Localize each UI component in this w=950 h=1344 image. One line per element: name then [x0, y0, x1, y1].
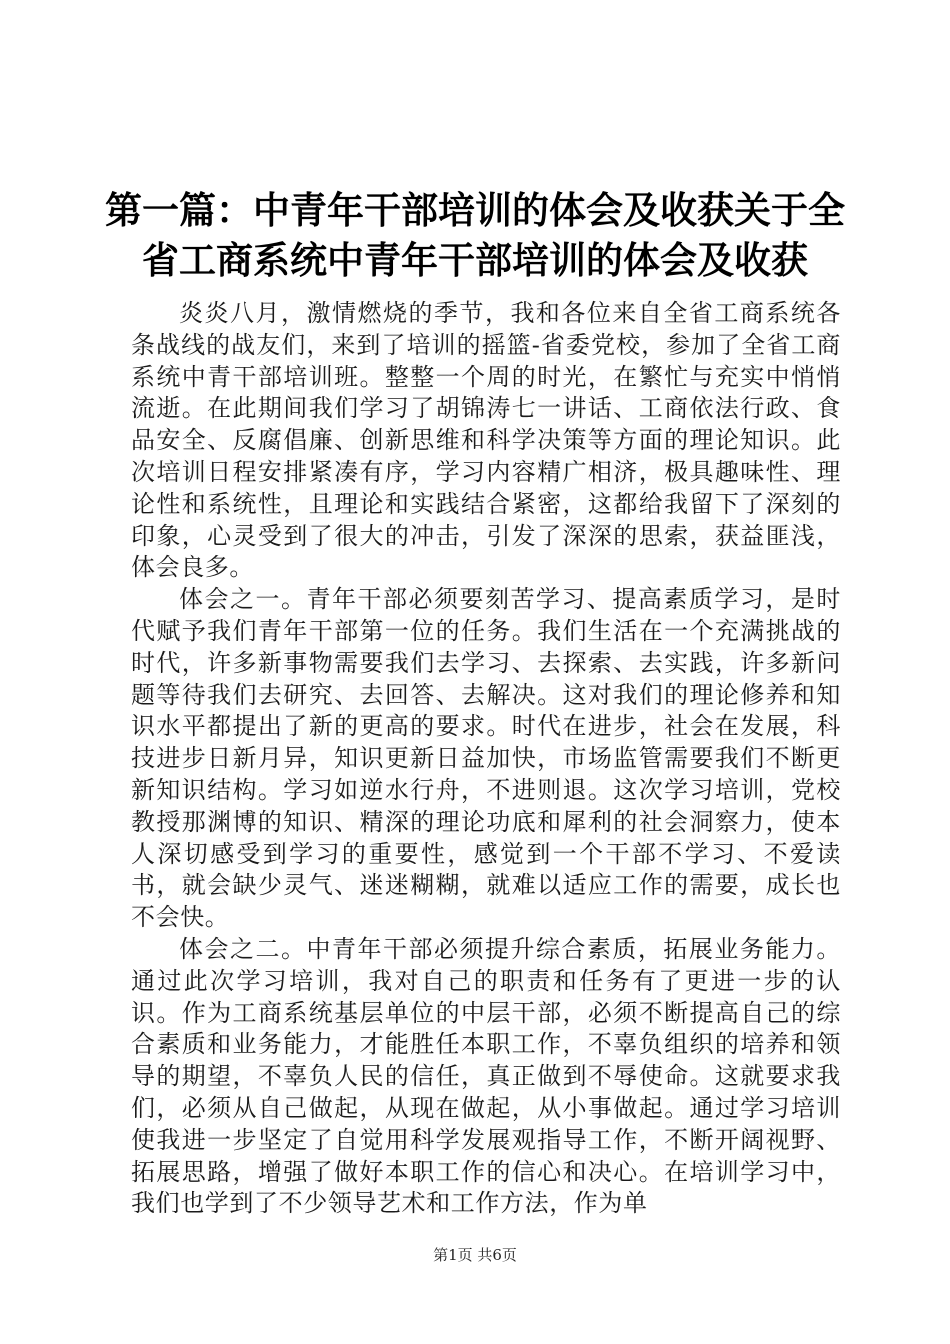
page-footer: 第1页 共6页	[433, 1246, 517, 1264]
paragraph-intro: 炎炎八月，激情燃烧的季节，我和各位来自全省工商系统各条战线的战友们，来到了培训的摇篮-省委党校，参加了全省工商系统中青干部培训班。整整一个周的时光，在繁忙与充实中悄悄流逝。在此期间我们学习了胡锦涛七一讲话、工商依法行政、食品安全、反腐倡廉、创新思维和科学决策等方面的理论知识。此次培训日程安排紧凑有序，学习内容精广相济，极具趣味性、理论性和系统性，且理论和实践结合紧密，这都给我留下了深刻的印象，心灵受到了很大的冲击，引发了深深的思索，获益匪浅，体会良多。	[131, 299, 841, 582]
paragraph-insight-two: 体会之二。中青年干部必须提升综合素质，拓展业务能力。通过此次学习培训，我对自己的职责和任务有了更进一步的认识。作为工商系统基层单位的中层干部，必须不断提高自己的综合素质和业务能力，才能胜任本职工作，不辜负组织的培养和领导的期望，不辜负人民的信任，真正做到不辱使命。这就要求我们，必须从自己做起，从现在做起，从小事做起。通过学习培训使我进一步坚定了自觉用科学发展观指导工作，不断开阔视野、拓展思路，增强了做好本职工作的信心和决心。在培训学习中，我们也学到了不少领导艺术和工作方法，作为单	[131, 934, 841, 1218]
paragraph-insight-one: 体会之一。青年干部必须要刻苦学习、提高素质学习，是时代赋予我们青年干部第一位的任务。我们生活在一个充满挑战的时代，许多新事物需要我们去学习、去探索、去实践，许多新问题等待我们去研究、去回答、去解决。这对我们的理论修养和知识水平都提出了新的更高的要求。时代在进步，社会在发展，科技进步日新月异，知识更新日益加快，市场监管需要我们不断更新知识结构。学习如逆水行舟，不进则退。这次学习培训，党校教授那渊博的知识、精深的理论功底和犀利的社会洞察力，使本人深切感受到学习的重要性，感觉到一个干部不学习、不爱读书，就会缺少灵气、迷迷糊糊，就难以适应工作的需要，成长也不会快。	[131, 585, 841, 932]
title-line-1: 第一篇：中青年干部培训的体会及收获关于全	[105, 189, 845, 232]
document-title	[100, 186, 850, 286]
document-body	[131, 298, 841, 1220]
title-line-2: 省工商系统中青年干部培训的体会及收获	[142, 239, 808, 282]
